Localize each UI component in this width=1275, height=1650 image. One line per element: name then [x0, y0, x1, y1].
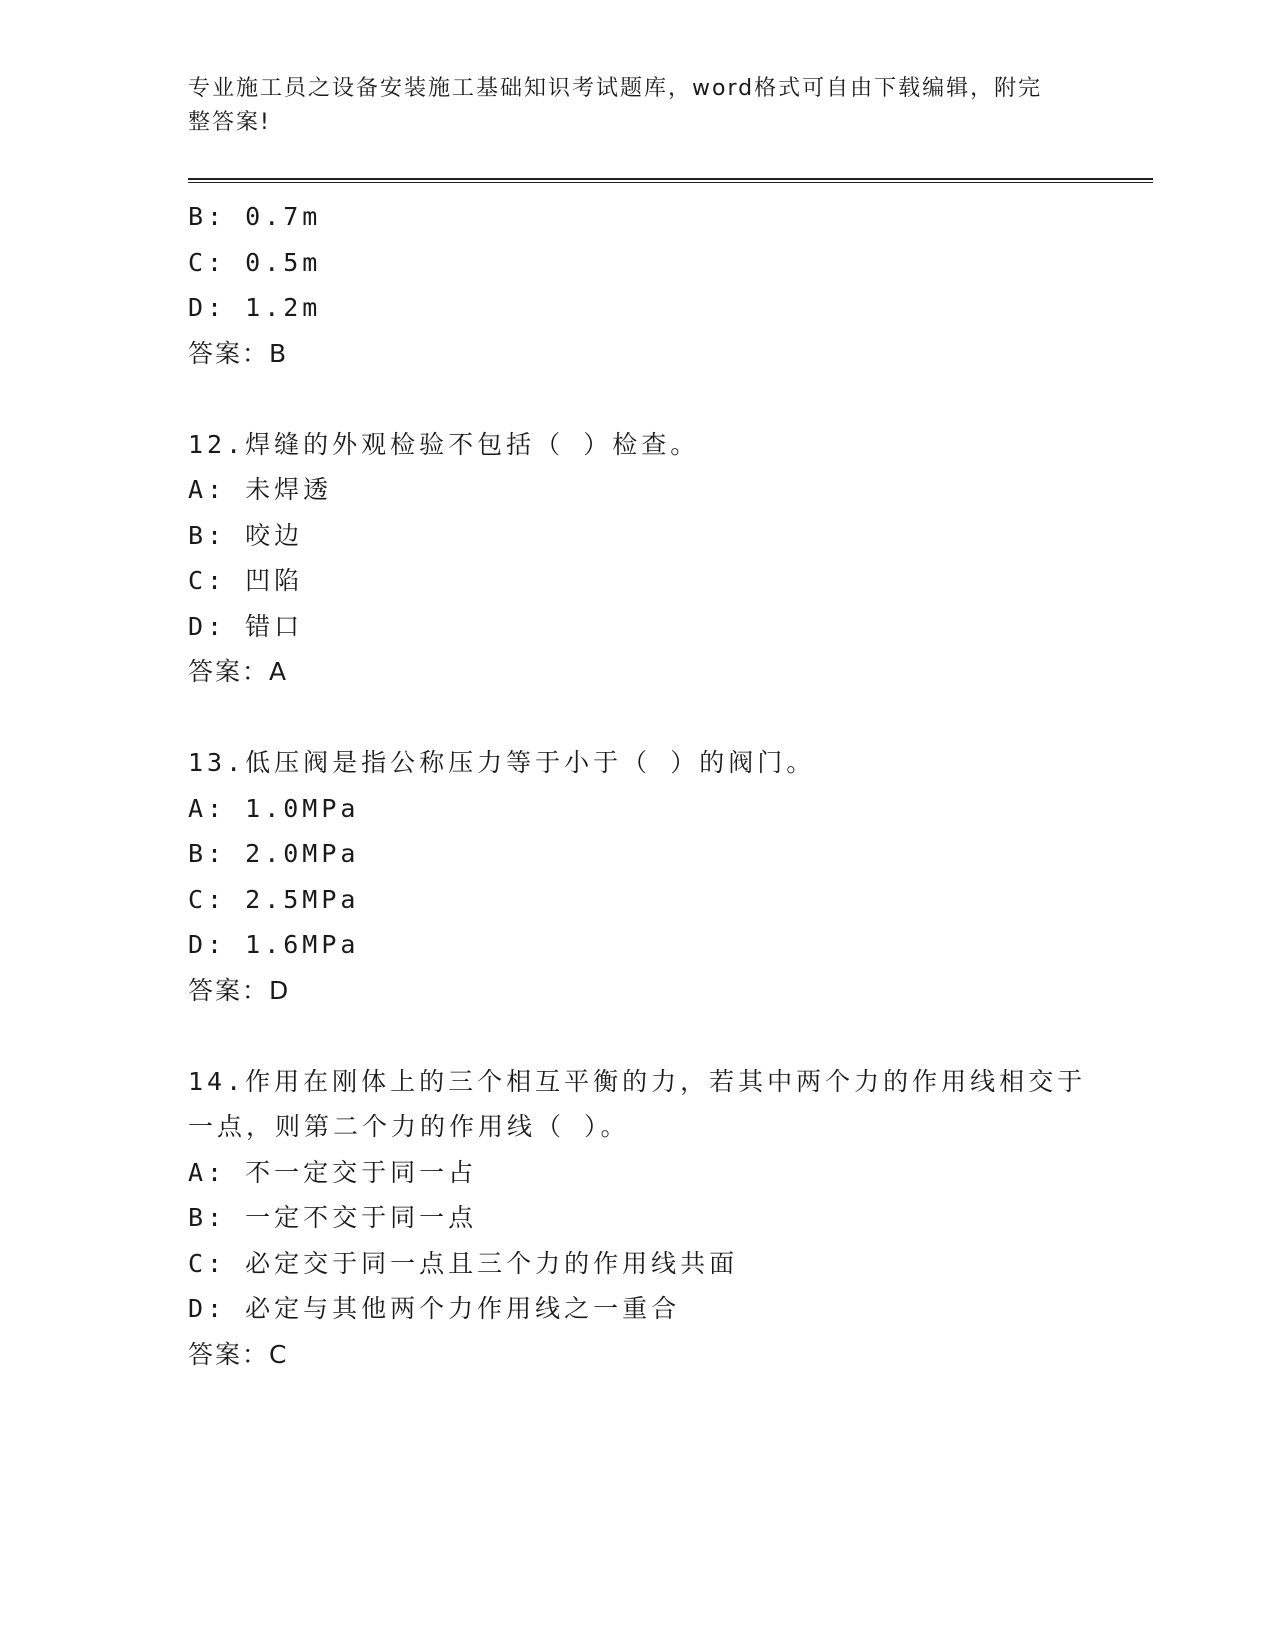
- option-b: B: 一定不交于同一点: [188, 1203, 478, 1232]
- option-d: D: 必定与其他两个力作用线之一重合: [188, 1294, 681, 1323]
- answer-line: 答案：A: [188, 657, 289, 686]
- option-a: A: 1.0MPa: [188, 793, 360, 823]
- question-text: 13.低压阀是指公称压力等于小于（ ）的阀门。: [188, 748, 816, 777]
- answer-line: 答案：D: [188, 975, 291, 1005]
- option-d: D: 1.2m: [188, 293, 322, 322]
- question-text-line-1: 14.作用在刚体上的三个相互平衡的力，若其中两个力的作用线相交于: [188, 1066, 1087, 1096]
- option-b: B: 2.0MPa: [188, 839, 360, 868]
- question-text: 12.焊缝的外观检验不包括（ ）检查。: [188, 429, 700, 459]
- option-d: D: 1.6MPa: [188, 930, 360, 959]
- question-14: [188, 1059, 1088, 1378]
- option-b: B: 0.7m: [188, 202, 322, 231]
- question-list: [188, 194, 1088, 1377]
- header-line-1: 专业施工员之设备安装施工基础知识考试题库，word格式可自由下载编辑，附完: [188, 76, 1043, 101]
- question-12: [188, 422, 1088, 695]
- header-rule-thick: [188, 178, 1153, 180]
- question-13: [188, 740, 1088, 1013]
- spacer: [188, 695, 1088, 741]
- option-a: A: 未焊透: [188, 475, 333, 504]
- option-a: A: 不一定交于同一占: [188, 1157, 478, 1187]
- option-c: C: 必定交于同一点且三个力的作用线共面: [188, 1248, 739, 1278]
- option-b: B: 咬边: [188, 520, 304, 550]
- document-header: [188, 72, 1068, 140]
- question-11-continued: [188, 194, 1088, 376]
- option-c: C: 凹陷: [188, 566, 304, 595]
- option-c: C: 2.5MPa: [188, 884, 360, 914]
- header-rule-thin: [188, 182, 1153, 183]
- answer-line: 答案：C: [188, 1339, 289, 1369]
- option-d: D: 错口: [188, 611, 304, 641]
- question-text-line-2: 一点，则第二个力的作用线（ ）。: [188, 1112, 630, 1141]
- spacer: [188, 376, 1088, 422]
- spacer: [188, 1013, 1088, 1059]
- answer-line: 答案：B: [188, 338, 289, 368]
- option-c: C: 0.5m: [188, 247, 322, 277]
- header-line-2: 整答案!: [188, 110, 271, 135]
